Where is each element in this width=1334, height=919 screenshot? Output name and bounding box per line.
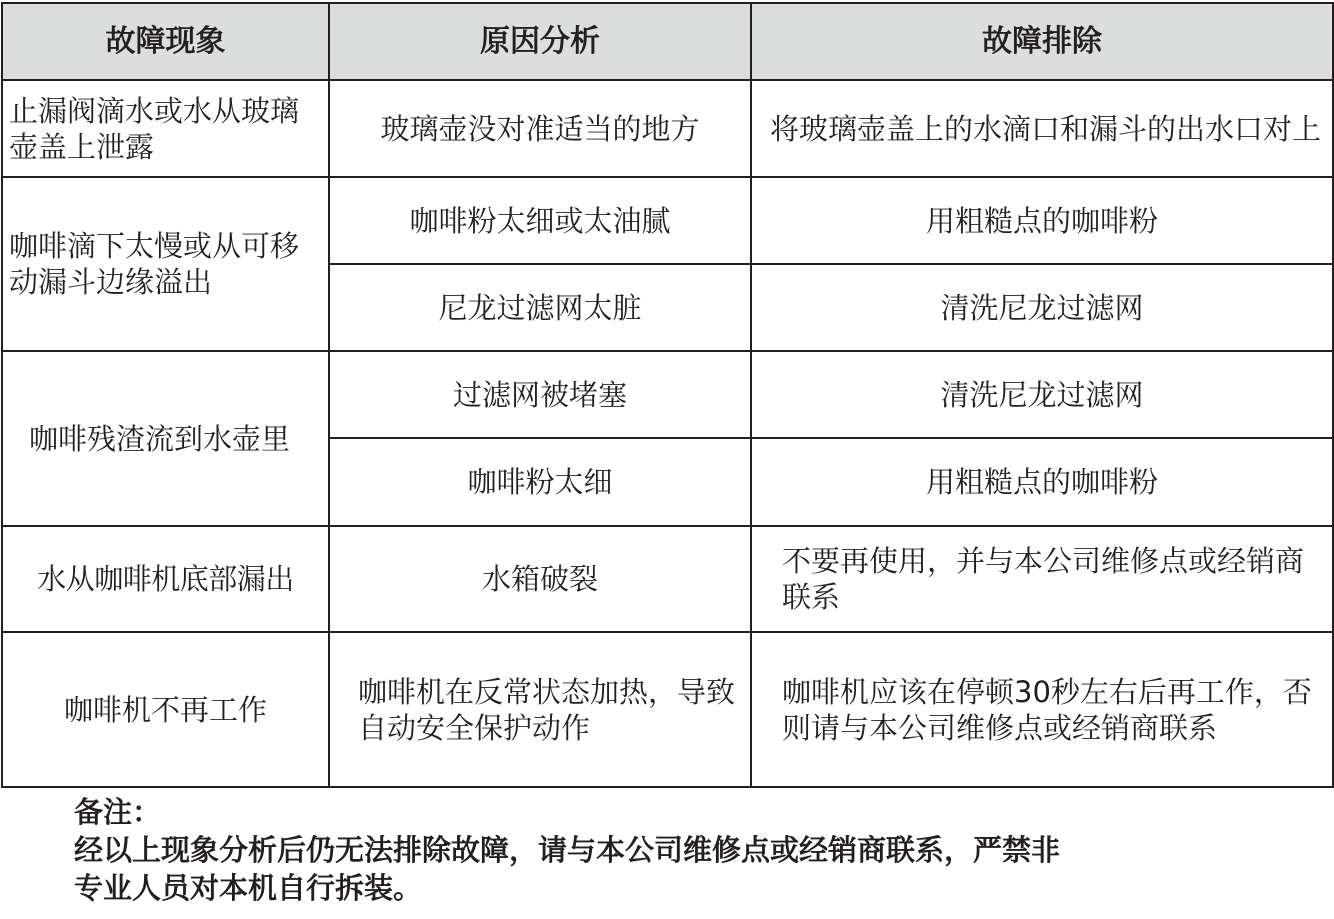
- header-solution: 故障排除: [751, 3, 1333, 80]
- symptom-cell: 水从咖啡机底部漏出: [2, 526, 329, 632]
- table-header-row: [2, 3, 1333, 80]
- cause-cell: 咖啡粉太细: [329, 438, 751, 526]
- symptom-cell: 咖啡机不再工作: [2, 632, 329, 787]
- solution-cell: 用粗糙点的咖啡粉: [751, 177, 1333, 264]
- notes-line-2: 专业人员对本机自行拆装。: [74, 871, 423, 905]
- cause-cell: 咖啡机在反常状态加热，导致自动安全保护动作: [329, 632, 751, 787]
- table-row: [2, 177, 1333, 264]
- solution-cell: 不要再使用，并与本公司维修点或经销商联系: [751, 526, 1333, 632]
- table-row: [2, 632, 1333, 787]
- cause-cell: 玻璃壶没对准适当的地方: [329, 80, 751, 177]
- solution-cell: 清洗尼龙过滤网: [751, 264, 1333, 351]
- solution-cell: 将玻璃壶盖上的水滴口和漏斗的出水口对上: [751, 80, 1333, 177]
- solution-cell: 清洗尼龙过滤网: [751, 351, 1333, 438]
- symptom-cell: 咖啡残渣流到水壶里: [2, 351, 329, 526]
- cause-cell: 尼龙过滤网太脏: [329, 264, 751, 351]
- notes-title: 备注：: [74, 795, 162, 829]
- table-row: [2, 80, 1333, 177]
- solution-cell: 咖啡机应该在停顿30秒左右后再工作，否则请与本公司维修点或经销商联系: [751, 632, 1333, 787]
- table-row: [2, 351, 1333, 438]
- header-symptom: 故障现象: [2, 3, 329, 80]
- symptom-cell: 止漏阀滴水或水从玻璃壶盖上泄露: [2, 80, 329, 177]
- symptom-cell: 咖啡滴下太慢或从可移动漏斗边缘溢出: [2, 177, 329, 351]
- cause-cell: 过滤网被堵塞: [329, 351, 751, 438]
- notes-line-1: 经以上现象分析后仍无法排除故障，请与本公司维修点或经销商联系，严禁非: [74, 833, 1061, 867]
- solution-cell: 用粗糙点的咖啡粉: [751, 438, 1333, 526]
- notes-section: [74, 793, 1314, 907]
- table-row: [2, 526, 1333, 632]
- header-cause: 原因分析: [329, 3, 751, 80]
- cause-cell: 水箱破裂: [329, 526, 751, 632]
- cause-cell: 咖啡粉太细或太油腻: [329, 177, 751, 264]
- troubleshooting-table: [1, 2, 1334, 788]
